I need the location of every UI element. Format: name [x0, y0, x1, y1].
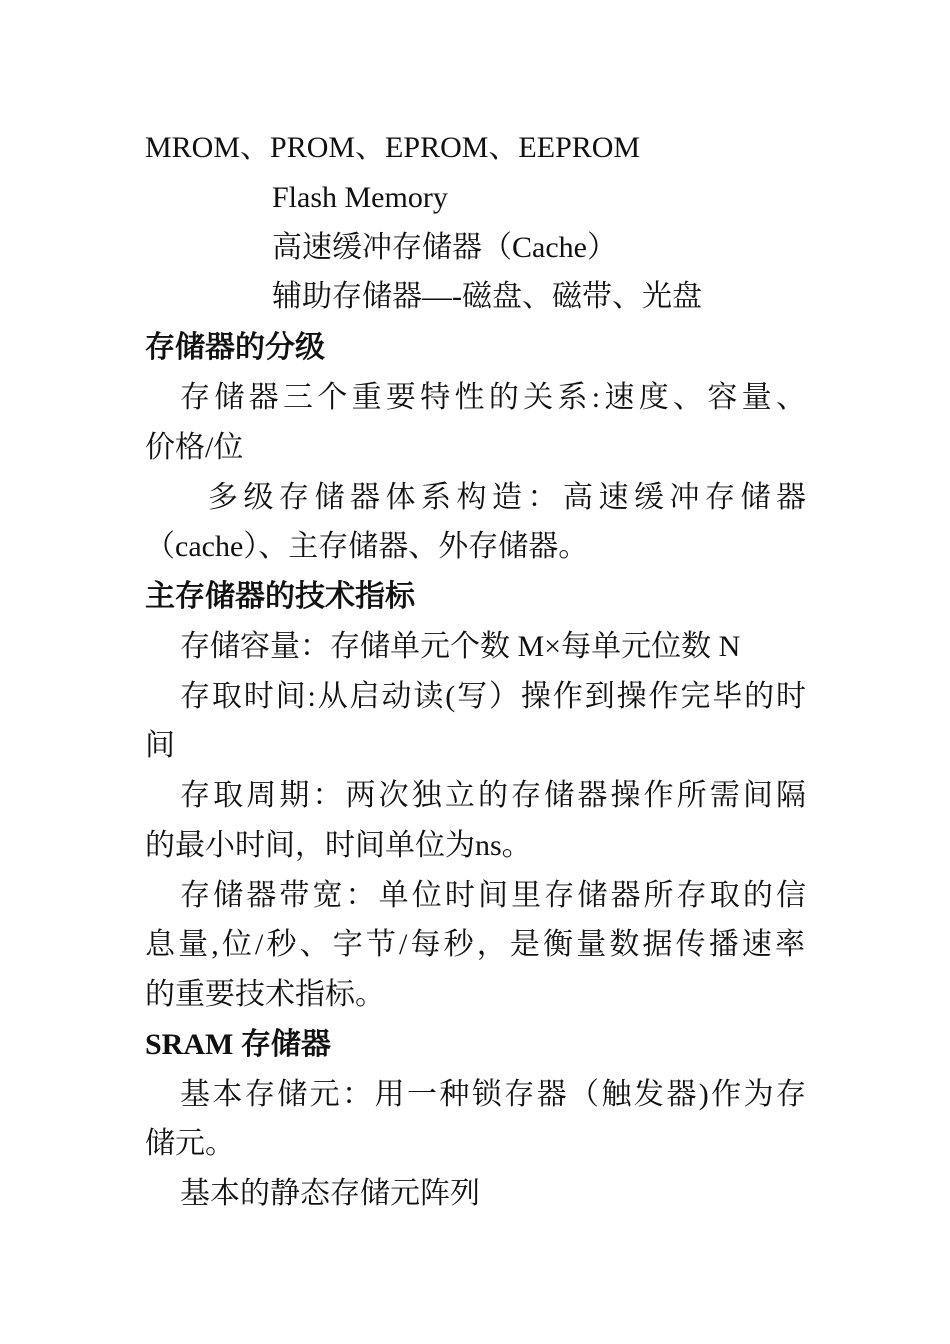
- spec-cycle-time-cont: 的最小时间，时间单位为ns。: [145, 829, 532, 862]
- sram-array: 基本的静态存储元阵列: [180, 1177, 480, 1210]
- paragraph-line: 多级存储器体系构造：高速缓冲存储器: [208, 481, 806, 514]
- sram-cell: 基本存储元：用一种锁存器（触发器)作为存: [180, 1078, 806, 1111]
- auxiliary-storage-line: 辅助存储器—-磁盘、磁带、光盘: [272, 280, 702, 313]
- spec-capacity: 存储容量：存储单元个数 M×每单元位数 N: [180, 630, 741, 663]
- flash-memory-line: Flash Memory: [272, 181, 448, 214]
- spec-bandwidth-cont: 的重要技术指标。: [145, 978, 385, 1011]
- spec-bandwidth-cont: 息量,位/秒、字节/每秒，是衡量数据传播速率: [145, 928, 805, 961]
- rom-types-line: MROM、PROM、EPROM、EEPROM: [145, 131, 641, 164]
- spec-access-time-cont: 间: [145, 729, 175, 762]
- paragraph-line: 存储器三个重要特性的关系:速度、容量、: [180, 381, 806, 414]
- cache-line: 高速缓冲存储器（Cache）: [272, 231, 617, 264]
- sram-cell-cont: 储元。: [145, 1127, 235, 1160]
- paragraph-line: 价格/位: [145, 431, 244, 464]
- spec-cycle-time: 存取周期：两次独立的存储器操作所需间隔: [180, 779, 806, 812]
- paragraph-line: （cache）、主存储器、外存储器。: [145, 530, 589, 563]
- section-title-hierarchy: 存储器的分级: [145, 331, 325, 364]
- section-title-main-memory-specs: 主存储器的技术指标: [145, 580, 415, 613]
- spec-bandwidth: 存储器带宽：单位时间里存储器所存取的信: [180, 879, 806, 912]
- spec-access-time: 存取时间:从启动读(写）操作到操作完毕的时: [180, 680, 806, 713]
- section-title-sram: SRAM 存储器: [145, 1028, 331, 1061]
